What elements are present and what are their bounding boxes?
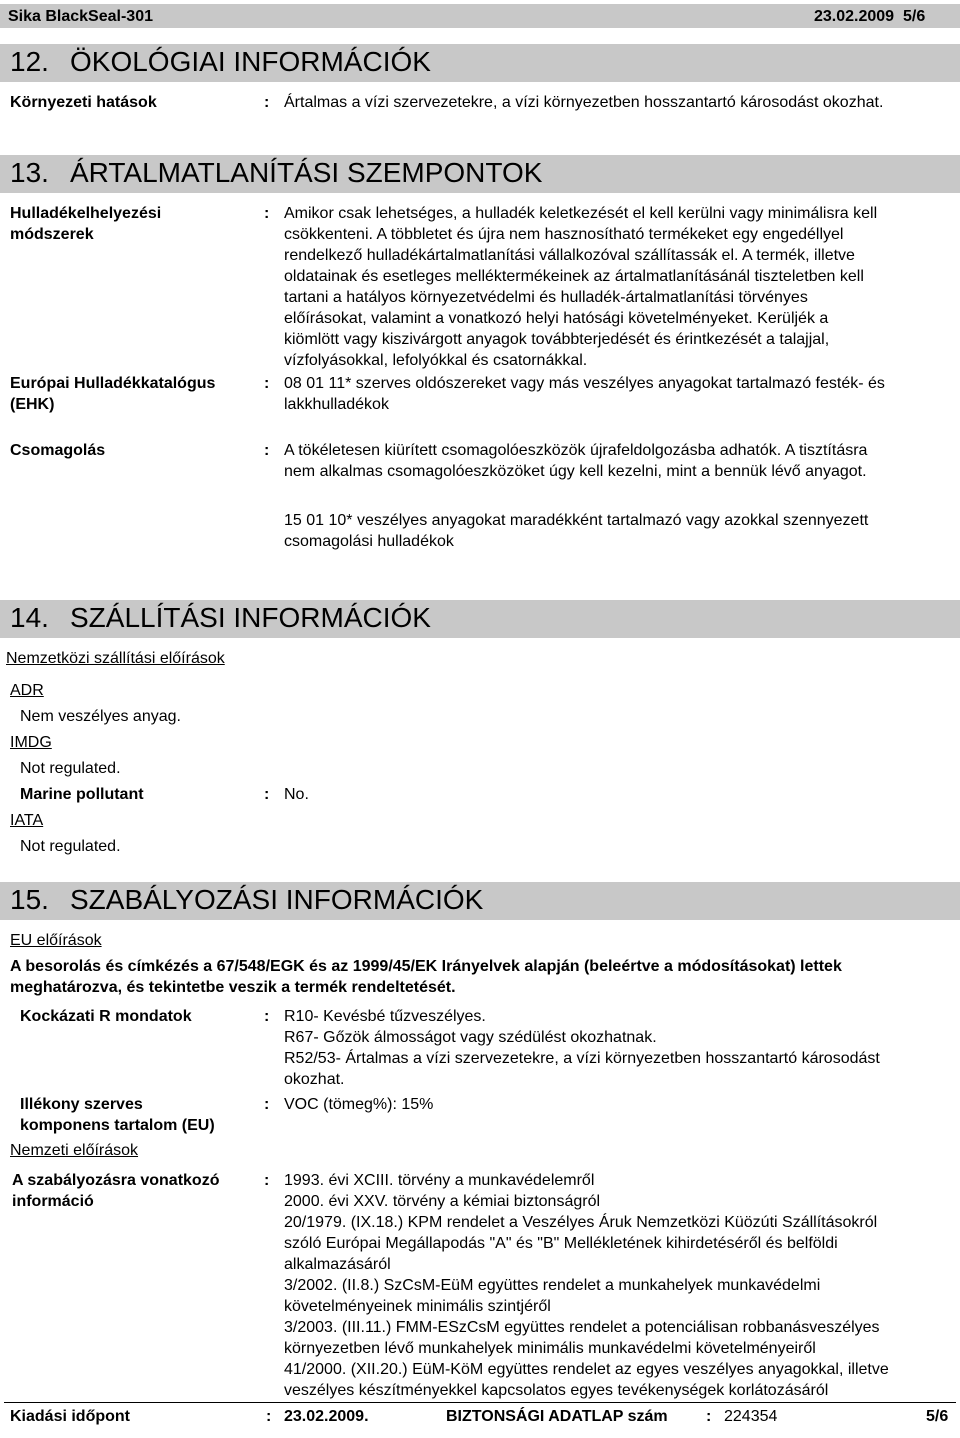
regulation-info-label xyxy=(12,1170,219,1212)
section-13-number: 13. xyxy=(10,157,49,188)
environment-value: Ártalmas a vízi szervezetekre, a vízi környezetben hosszantartó károsodást okozhat. xyxy=(284,94,884,111)
iata-value: Not regulated. xyxy=(20,838,121,855)
text-line: Amikor csak lehetséges, a hulladék keletkezését el kell kerülni vagy minimálisra kell xyxy=(284,205,878,222)
voc-value: VOC (tömeg%): 15% xyxy=(284,1096,434,1113)
text-line: R67- Gőzök álmosságot vagy szédülést okozhatnak. xyxy=(284,1029,657,1046)
disposal-label-line: Hulladékelhelyezési xyxy=(10,205,162,222)
ewc-label xyxy=(10,373,250,415)
sds-number-label: BIZTONSÁGI ADATLAP szám xyxy=(446,1408,668,1425)
ewc-label-line: (EHK) xyxy=(10,396,55,413)
national-regulations-heading: Nemzeti előírások xyxy=(10,1142,139,1159)
risk-phrases xyxy=(284,1006,954,1090)
colon: : xyxy=(264,786,270,803)
product-name: Sika BlackSeal-301 xyxy=(8,8,153,25)
adr-value: Nem veszélyes anyag. xyxy=(20,708,181,725)
colon: : xyxy=(264,375,270,392)
text-line: oldatainak és esetleges melléktermékeinek az ártalmatlanításánál tiszteletben kell xyxy=(284,268,864,285)
text-line: csökkenteni. A többletet és újra nem hasznosítható termékeket egy engedéllyel xyxy=(284,226,844,243)
text-line: alkalmazásáról xyxy=(284,1256,391,1273)
text-line: 41/2000. (XII.20.) EüM-KöM együttes rendelet az egyes veszélyes anyagokkal, illetve xyxy=(284,1361,889,1378)
eu-classification-text xyxy=(10,956,842,998)
intl-transport-heading: Nemzetközi szállítási előírások xyxy=(6,650,225,667)
disposal-label xyxy=(10,203,250,245)
adr-heading: ADR xyxy=(10,682,44,699)
issue-date-label: Kiadási időpont xyxy=(10,1408,130,1425)
risk-phrases-label: Kockázati R mondatok xyxy=(20,1008,192,1025)
packaging-code xyxy=(284,510,954,552)
text-line: okozhat. xyxy=(284,1071,345,1088)
iata-heading: IATA xyxy=(10,812,44,829)
colon: : xyxy=(264,442,270,459)
imdg-value: Not regulated. xyxy=(20,760,121,777)
text-line: előírásokat, valamint a vonatkozó helyi hatósági követelményeket. Kerüljék a xyxy=(284,310,829,327)
text-line: tartani a hatályos környezetvédelmi és hulladék-ártalmatlanítási törvényes xyxy=(284,289,808,306)
text-line: szóló Európai Megállapodás "A" és "B" Mellékletének kihirdetéséről és belföldi xyxy=(284,1235,838,1252)
voc-label xyxy=(20,1094,215,1136)
text-line: nem alkalmas csomagolóeszközöket úgy kell kezelni, mint a bennük lévő anyagot. xyxy=(284,463,867,480)
sds-number-value: 224354 xyxy=(724,1408,778,1425)
ewc-text xyxy=(284,373,954,415)
text-line: kiömlött vagy kiszivárgott anyagok továbbterjedését és érintkezését a talajjal, xyxy=(284,331,830,348)
colon: : xyxy=(264,94,270,111)
text-line: 3/2003. (III.11.) FMM-ESzCsM együttes rendelet a potenciálisan robbanásveszélyes xyxy=(284,1319,880,1336)
text-line: 3/2002. (II.8.) SzCsM-EüM együttes rendelet a munkahelyek munkavédelmi xyxy=(284,1277,821,1294)
marine-pollutant-value: No. xyxy=(284,786,309,803)
voc-label-line: komponens tartalom (EU) xyxy=(20,1117,215,1134)
eu-regulations-heading: EU előírások xyxy=(10,932,102,949)
text-line: vízfolyásokkal, lefolyókkal és csatornákkal. xyxy=(284,352,588,369)
text-line: 15 01 10* veszélyes anyagokat maradékként tartalmazó vagy azokkal szennyezett xyxy=(284,512,869,529)
footer-rule xyxy=(4,1402,956,1403)
section-12-title: ÖKOLÓGIAI INFORMÁCIÓK xyxy=(70,46,431,77)
colon: : xyxy=(706,1408,712,1425)
section-15-number: 15. xyxy=(10,884,49,915)
colon: : xyxy=(264,1172,270,1189)
issue-date-value: 23.02.2009. xyxy=(284,1408,369,1425)
environment-label: Környezeti hatások xyxy=(10,94,157,111)
regulation-label-line: A szabályozásra vonatkozó xyxy=(12,1172,220,1189)
section-14-title: SZÁLLÍTÁSI INFORMÁCIÓK xyxy=(70,602,431,633)
text-line: követelményeinek minimális szintjéről xyxy=(284,1298,551,1315)
text-line: R52/53- Ártalmas a vízi szervezetekre, a vízi környezetben hosszantartó károsodást xyxy=(284,1050,880,1067)
imdg-heading: IMDG xyxy=(10,734,52,751)
regulation-list xyxy=(284,1170,954,1401)
text-line: veszélyes készítményekkel kapcsolatos egyes tevékenységek korlátozásáról xyxy=(284,1382,829,1399)
text-line: R10- Kevésbé tűzveszélyes. xyxy=(284,1008,486,1025)
text-line: csomagolási hulladékok xyxy=(284,533,454,550)
colon: : xyxy=(266,1408,272,1425)
text-line: meghatározva, és tekintetbe veszik a termék rendeltetését. xyxy=(10,979,456,996)
text-line: 2000. évi XXV. törvény a kémiai biztonságról xyxy=(284,1193,601,1210)
marine-pollutant-label: Marine pollutant xyxy=(20,786,144,803)
section-15-title: SZABÁLYOZÁSI INFORMÁCIÓK xyxy=(70,884,484,915)
text-line: 08 01 11* szerves oldószereket vagy más veszélyes anyagokat tartalmazó festék- és xyxy=(284,375,885,392)
text-line: A tökéletesen kiürített csomagolóeszközök újrafeldolgozásba adhatók. A tisztításra xyxy=(284,442,868,459)
packaging-label: Csomagolás xyxy=(10,442,106,459)
text-line: 20/1979. (IX.18.) KPM rendelet a Veszélyes Áruk Nemzetközi Küözúti Szállításokról xyxy=(284,1214,878,1231)
section-14-number: 14. xyxy=(10,602,49,633)
colon: : xyxy=(264,205,270,222)
text-line: 1993. évi XCIII. törvény a munkavédelemről xyxy=(284,1172,595,1189)
disposal-label-line: módszerek xyxy=(10,226,94,243)
text-line: A besorolás és címkézés a 67/548/EGK és az 1999/45/EK Irányelvek alapján (beleértve a módosításokat) lettek xyxy=(10,958,842,975)
text-line: lakkhulladékok xyxy=(284,396,389,413)
section-13-title: ÁRTALMATLANÍTÁSI SZEMPONTOK xyxy=(70,157,543,188)
section-12-number: 12. xyxy=(10,46,49,77)
packaging-text xyxy=(284,440,954,482)
colon: : xyxy=(264,1008,270,1025)
colon: : xyxy=(264,1096,270,1113)
voc-label-line: Illékony szerves xyxy=(20,1096,143,1113)
ewc-label-line: Európai Hulladékkatalógus xyxy=(10,375,216,392)
text-line: környezetben lévő munkahelyek minimális munkavédelmi követelményeiről xyxy=(284,1340,816,1357)
disposal-text xyxy=(284,203,954,371)
text-line: rendelkező hulladékártalmatlanítási vállalkozóval szállítassák el. A termék, illetve xyxy=(284,247,855,264)
page-number: 5/6 xyxy=(926,1408,949,1425)
regulation-label-line: információ xyxy=(12,1193,94,1210)
header-date-page: 23.02.2009 5/6 xyxy=(814,8,926,25)
